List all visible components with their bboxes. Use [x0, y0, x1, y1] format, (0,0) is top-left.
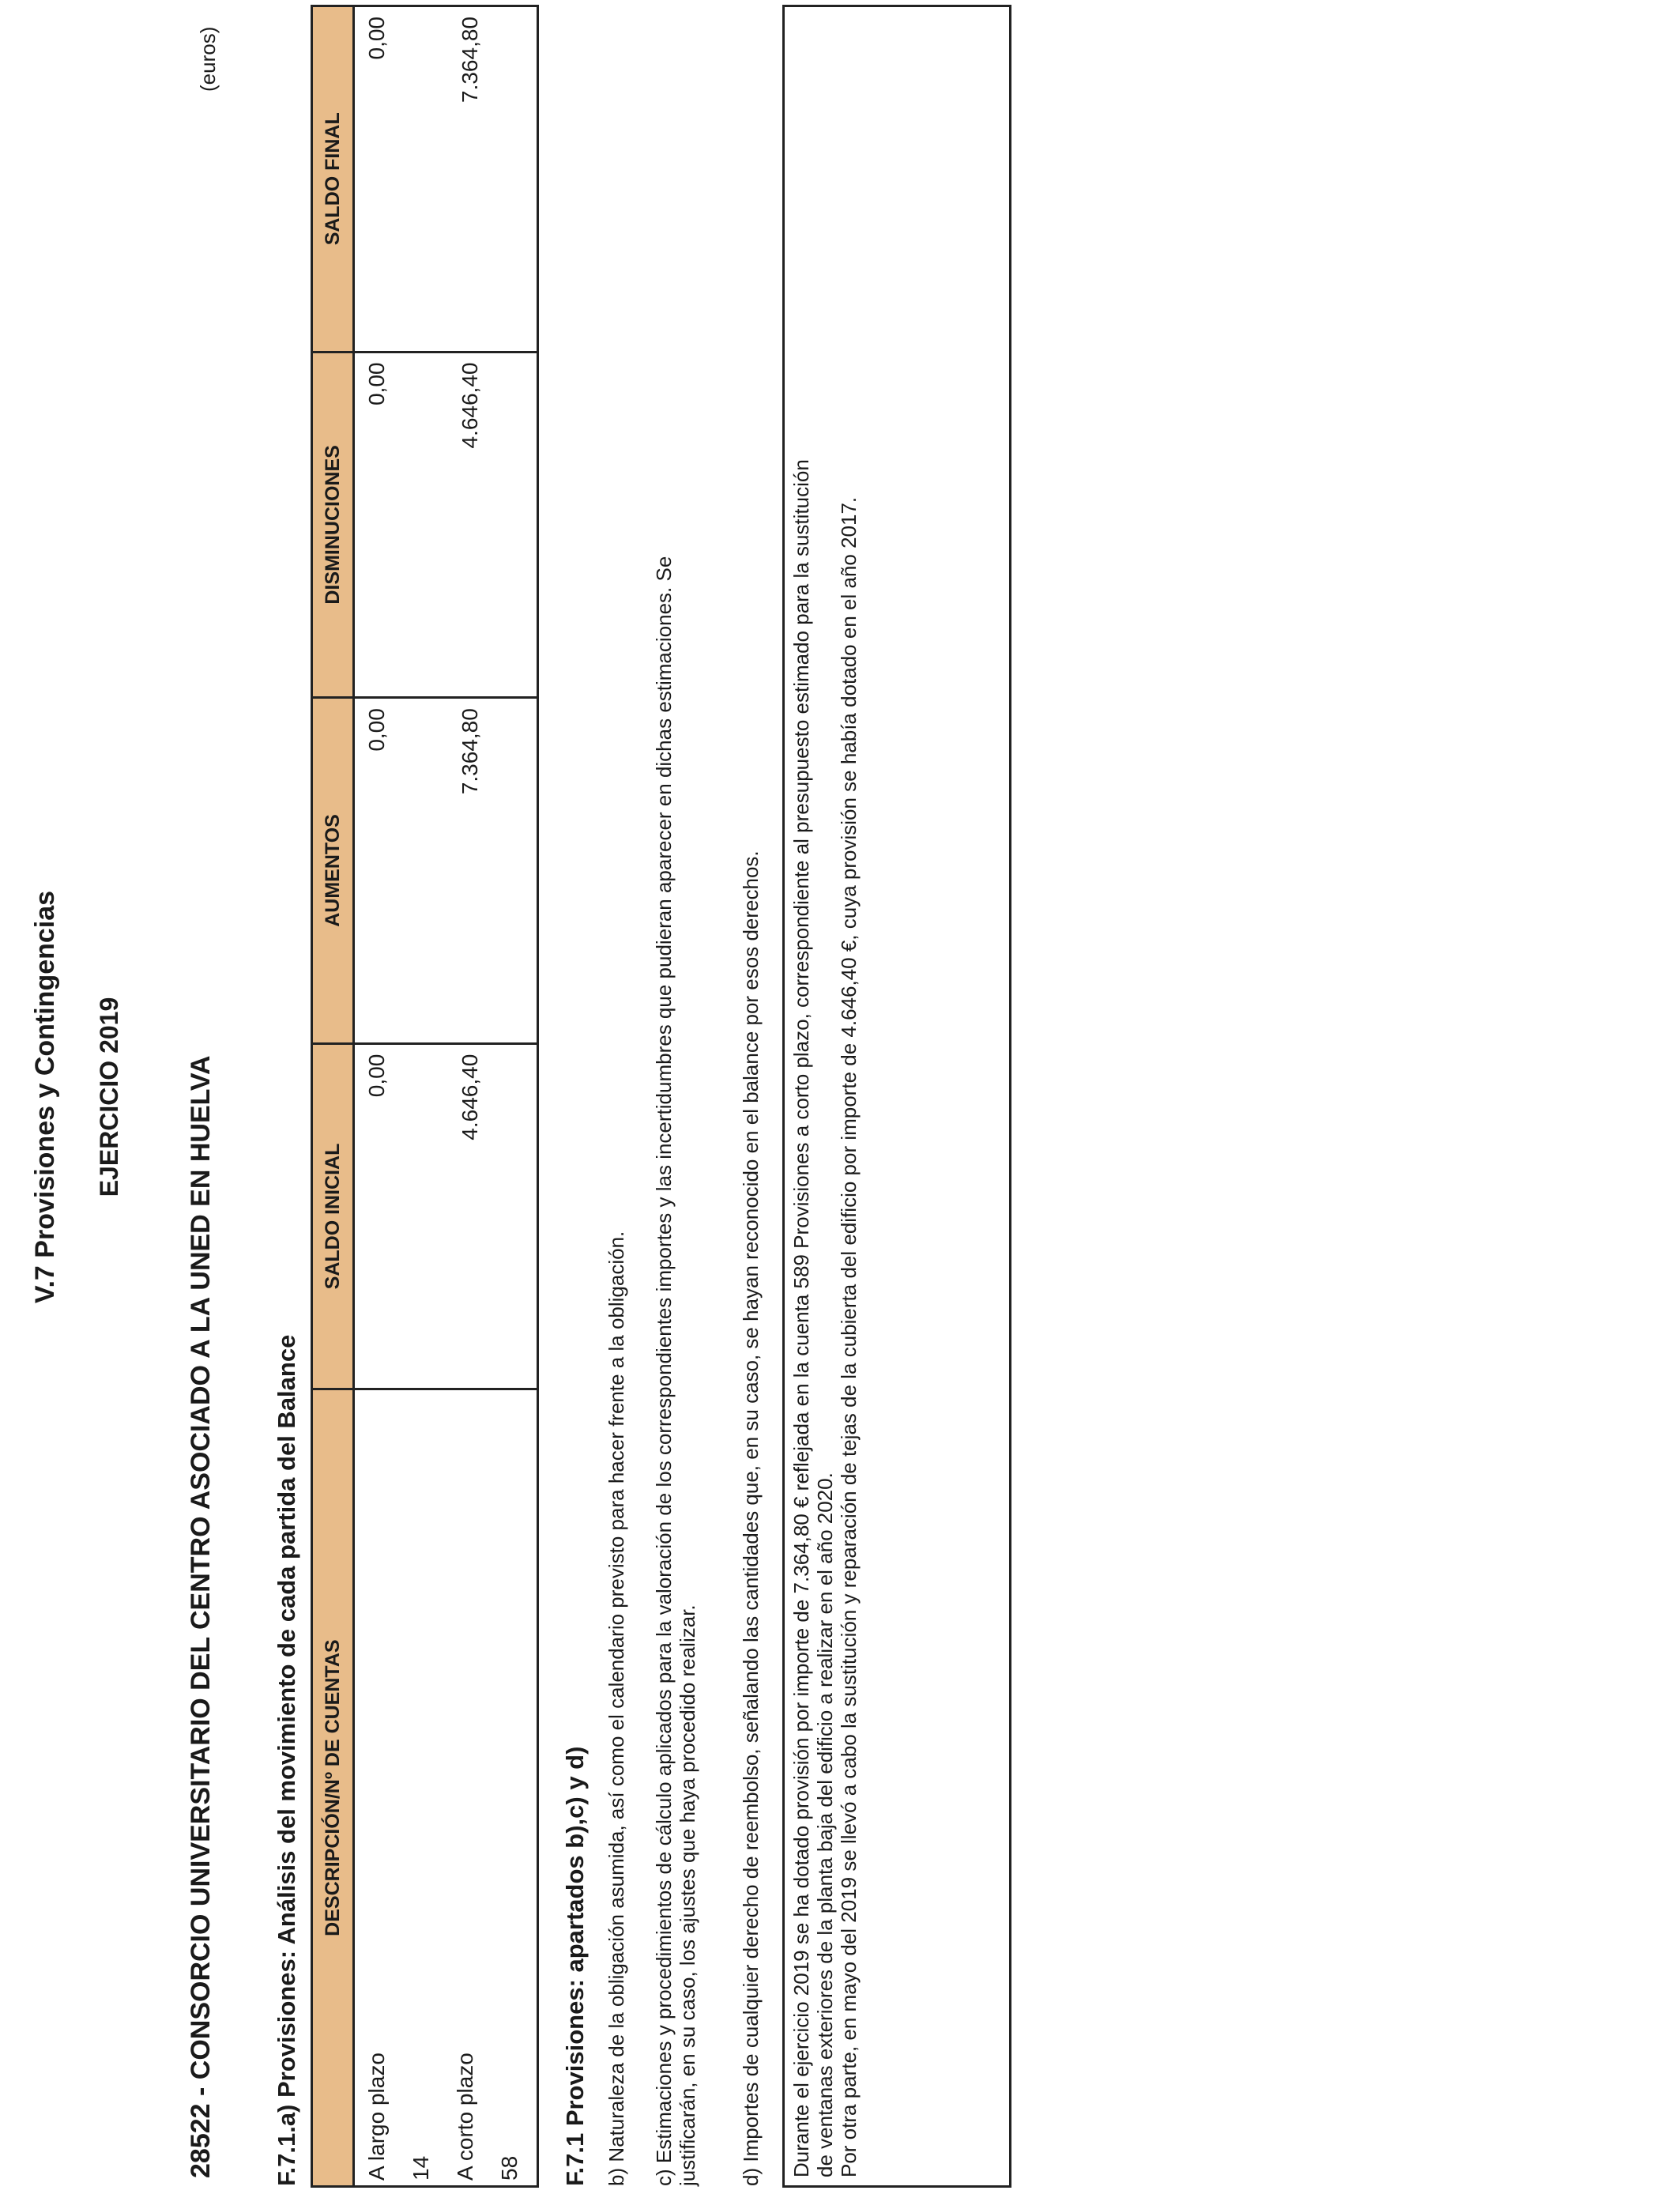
row-account-number: 14 [409, 2155, 433, 2181]
col-header-disminuciones: DISMINUCIONES [312, 352, 354, 698]
col-header-description: DESCRIPCIÓN/Nº DE CUENTAS [312, 1389, 354, 2187]
explanatory-note-box [782, 5, 1011, 2188]
value-largo-plazo: 0,00 [364, 1054, 389, 1098]
note-line-2: de ventanas exteriores de la planta baja del edificio a realizar en el año 2020. [813, 1472, 837, 2177]
value-largo-plazo: 0,00 [364, 362, 389, 406]
paragraph-c-line-2: justificarán, en su caso, los ajustes que haya procedido realizar. [676, 1604, 699, 2186]
row-description: A corto plazo [453, 2053, 477, 2181]
value-corto-plazo: 7.364,80 [458, 708, 482, 795]
currency-note: (euros) [196, 26, 220, 92]
value-corto-plazo: 4.646,40 [458, 362, 482, 449]
table-header-row [312, 6, 354, 2187]
disminuciones-cell [354, 352, 538, 698]
value-largo-plazo: 0,00 [364, 708, 389, 752]
col-header-saldo-inicial: SALDO INICIAL [312, 1043, 354, 1389]
saldo-final-cell [354, 6, 538, 352]
description-cell [354, 1389, 538, 2187]
section-title: V.7 Provisiones y Contingencias [30, 890, 60, 1304]
note-line-1: Durante el ejercicio 2019 se ha dotado provisión por importe de 7.364,80 € reflejada en la cuenta 589 Provisiones a corto plazo, correspondiente al presupuesto estimado para la sustitución [789, 459, 813, 2177]
paragraph-d: d) Importes de cualquier derecho de reembolso, señalando las cantidades que, en su caso, se hayan reconocido en el balance por esos derechos. [739, 850, 763, 2186]
year-title: EJERCICIO 2019 [95, 997, 123, 1197]
provisions-table [311, 5, 539, 2188]
provisions-notes-title: F.7.1 Provisiones: apartados b),c) y d) [561, 1746, 589, 2186]
note-line-3: Por otra parte, en mayo del 2019 se llevó a cabo la sustitución y reparación de tejas de la cubierta del edificio por importe de 4.646,40 €, cuya provisión se había dotado en el año 2017. [837, 496, 861, 2177]
entity-title: 28522 - CONSORCIO UNIVERSITARIO DEL CENTRO ASOCIADO A LA UNED EN HUELVA [186, 1055, 216, 2178]
aumentos-cell [354, 698, 538, 1044]
saldo-inicial-cell [354, 1043, 538, 1389]
provisions-table-title: F.7.1.a) Provisiones: Análisis del movimiento de cada partida del Balance [273, 1334, 300, 2186]
paragraph-c [652, 21, 699, 2186]
row-account-number: 58 [497, 2155, 522, 2181]
value-largo-plazo: 0,00 [364, 17, 389, 60]
value-corto-plazo: 4.646,40 [458, 1054, 482, 1140]
paragraph-c-line-1: c) Estimaciones y procedimientos de cálculo aplicados para la valoración de los correspondientes importes y las incertidumbres que pudieran aparecer en dichas estimaciones. Se [652, 556, 676, 2186]
col-header-aumentos: AUMENTOS [312, 698, 354, 1044]
row-description: A largo plazo [364, 2053, 389, 2181]
table-row [354, 6, 538, 2187]
paragraph-b: b) Naturaleza de la obligación asumida, así como el calendario previsto para hacer frente a la obligación. [605, 1231, 628, 2186]
col-header-saldo-final: SALDO FINAL [312, 6, 354, 352]
value-corto-plazo: 7.364,80 [458, 17, 482, 103]
